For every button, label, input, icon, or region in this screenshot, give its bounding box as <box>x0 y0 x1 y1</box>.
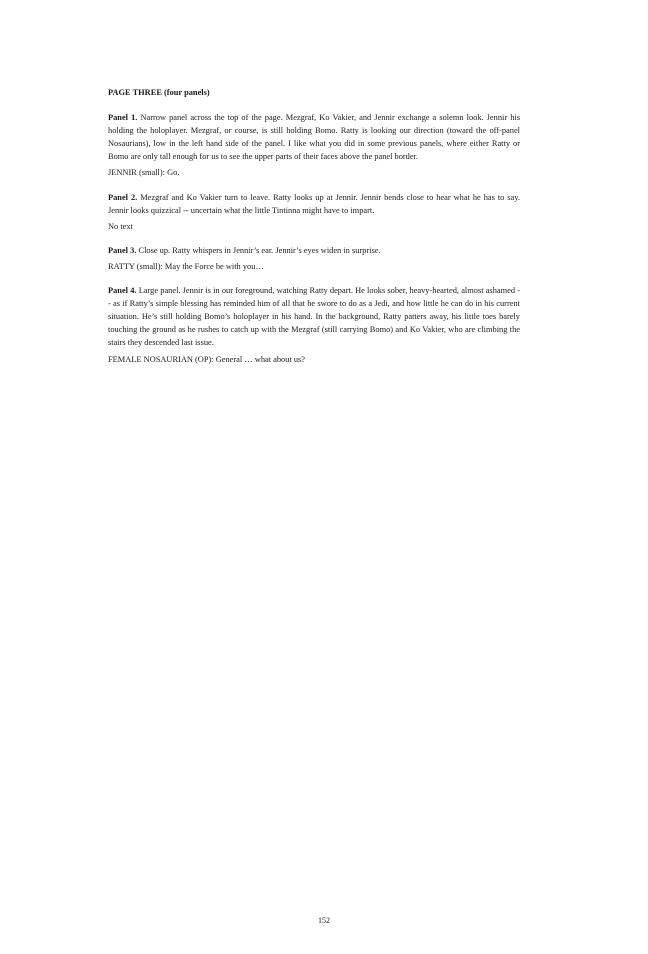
page-heading: PAGE THREE (four panels) <box>108 88 210 97</box>
panel-dialogue: RATTY (small): May the Force be with you… <box>108 261 264 271</box>
panel-label: Panel 1. <box>108 113 138 123</box>
page-number: 152 <box>318 916 330 925</box>
panel-4 <box>108 284 520 366</box>
panel-3 <box>108 244 520 273</box>
panel-description <box>108 111 520 163</box>
panel-description <box>108 191 520 217</box>
panel-description-text: Mezgraf and Ko Vakier turn to leave. Ratty looks up at Jennir. Jennir bends close to hear what he has to say. Jennir looks quizzical -- uncertain what the little Tintinna might have to impart. <box>108 192 521 215</box>
panel-1 <box>108 111 520 179</box>
panel-label: Panel 4. <box>108 286 137 296</box>
panel-dialogue: JENNIR (small): Go. <box>108 168 180 178</box>
panel-label: Panel 3. <box>108 245 137 255</box>
panel-description-text: Large panel. Jennir is in our foreground, watching Ratty depart. He looks sober, heavy-hearted, almost ashamed -- as if Ratty’s simple blessing has reminded him of all that he swore to do as a Jedi, and how little he can do in his current situation. He’s still holding Bomo’s holoplayer in his hand. In the background, Ratty patters away, his little toes barely touching the ground as he rushes to catch up with the Mezgraf (still carrying Bomo) and Ko Vakier, who are climbing the stairs they descended last issue. <box>108 286 521 348</box>
panel-label: Panel 2. <box>108 192 138 202</box>
script-page <box>108 86 520 377</box>
panel-description-text: Narrow panel across the top of the page. Mezgraf, Ko Vakier, and Jennir exchange a solemn look. Jennir his holding the holoplayer. Mezgraf, or course, is still holding Bomo. Ratty is looking our direction (toward the off-panel Nosaurians), low in the left hand side of the panel. I like what you did in some previous panels, where either Ratty or Bomo are only tall enough for us to see the upper parts of their faces above the panel border. <box>108 113 520 162</box>
panel-description-text: Close up. Ratty whispers in Jennir’s ear. Jennir’s eyes widen in surprise. <box>138 245 381 255</box>
panel-2 <box>108 191 520 233</box>
panel-description <box>108 244 520 257</box>
panel-dialogue: FEMALE NOSAURIAN (OP): General … what about us? <box>108 354 306 364</box>
panel-description <box>108 284 520 349</box>
panel-dialogue: No text <box>108 221 133 231</box>
